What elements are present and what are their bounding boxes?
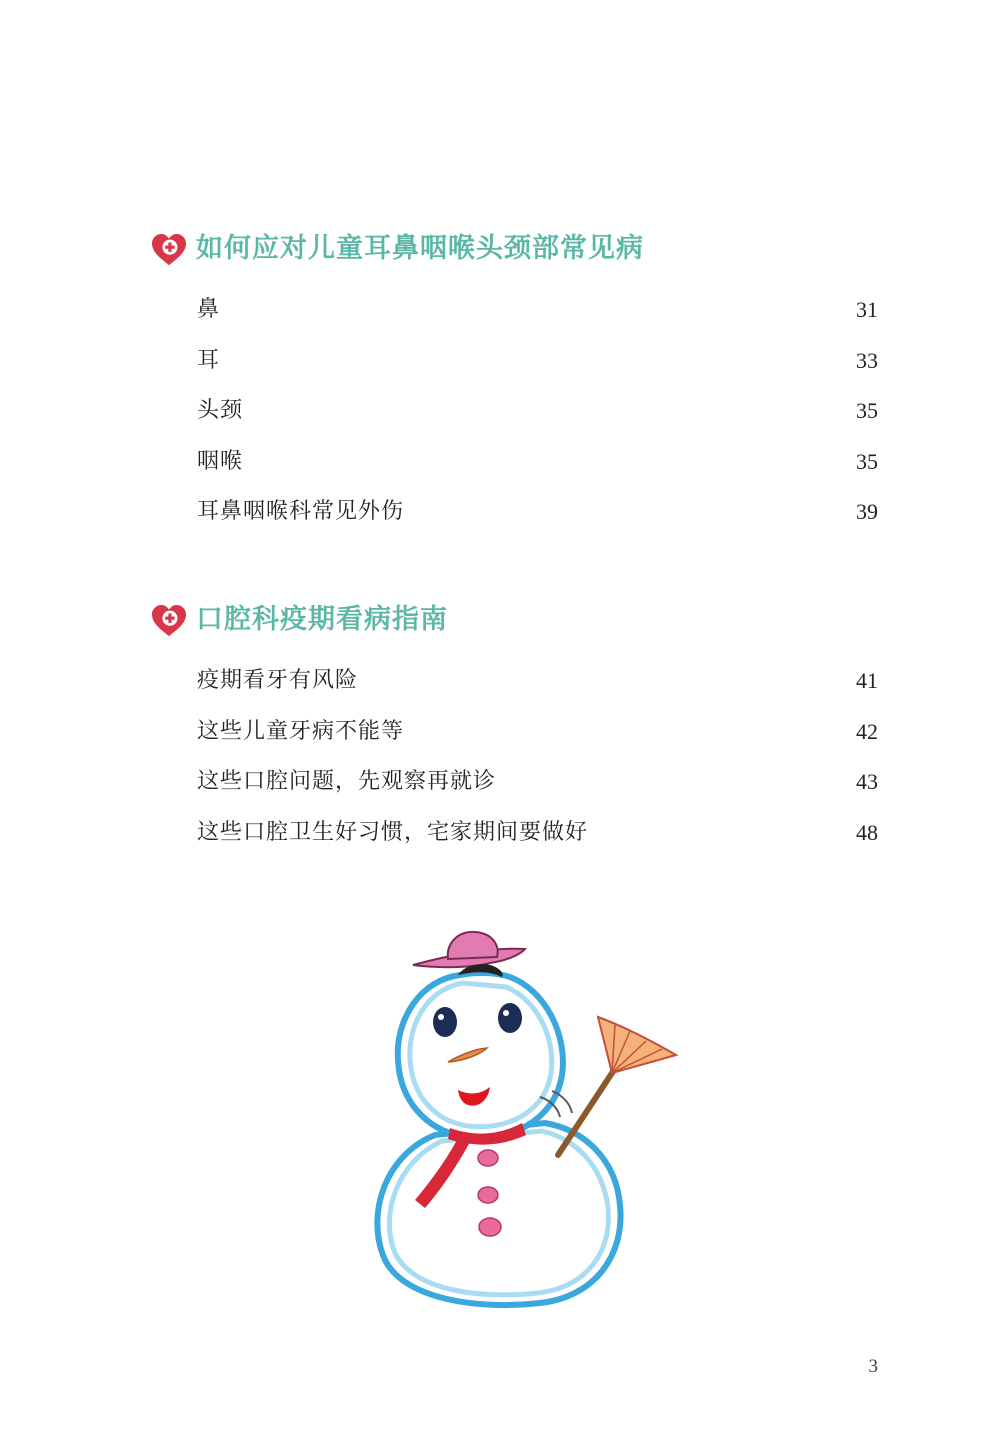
toc-entry[interactable] [150, 717, 880, 768]
entry-page-number: 39 [856, 499, 878, 524]
toc-entry[interactable] [150, 767, 880, 818]
entry-title: 这些儿童牙病不能等 [197, 718, 405, 744]
entry-title: 疫期看牙有风险 [197, 668, 359, 693]
entry-page-number: 43 [856, 769, 878, 794]
entry-page-number: 41 [856, 668, 878, 693]
toc-entry[interactable] [150, 818, 880, 869]
entry-title: 这些口腔问题，先观察再就诊 [197, 769, 497, 794]
entry-page-number: 31 [856, 297, 878, 322]
entry-title: 咽喉 [197, 448, 244, 474]
entry-page-number: 42 [856, 718, 878, 744]
section-heading [150, 231, 880, 271]
page-number: 3 [868, 1356, 878, 1377]
entry-page-number: 35 [856, 448, 878, 474]
toc-section-ent [150, 231, 880, 548]
entry-page-number: 35 [856, 398, 878, 423]
toc-entry[interactable] [150, 497, 880, 548]
heart-cross-icon [150, 233, 188, 267]
entry-page-number: 48 [856, 819, 878, 845]
entry-page-number: 33 [856, 347, 878, 373]
entry-title: 耳 [197, 347, 221, 373]
section-title: 口腔科疫期看病指南 [196, 604, 448, 635]
section-title: 如何应对儿童耳鼻咽喉头颈部常见病 [196, 233, 644, 264]
entry-title: 鼻 [197, 297, 221, 322]
toc-entry[interactable] [150, 295, 880, 346]
toc-entry[interactable] [150, 396, 880, 447]
entry-title: 这些口腔卫生好习惯，宅家期间要做好 [197, 819, 589, 845]
section-heading [150, 602, 880, 642]
heart-cross-icon [150, 604, 188, 638]
toc-entry[interactable] [150, 447, 880, 498]
entry-title: 头颈 [197, 398, 244, 423]
toc-entry[interactable] [150, 346, 880, 397]
snowman-drawing [340, 925, 690, 1310]
toc-entry[interactable] [150, 666, 880, 717]
toc-section-dental [150, 602, 880, 868]
entry-title: 耳鼻咽喉科常见外伤 [197, 499, 405, 524]
